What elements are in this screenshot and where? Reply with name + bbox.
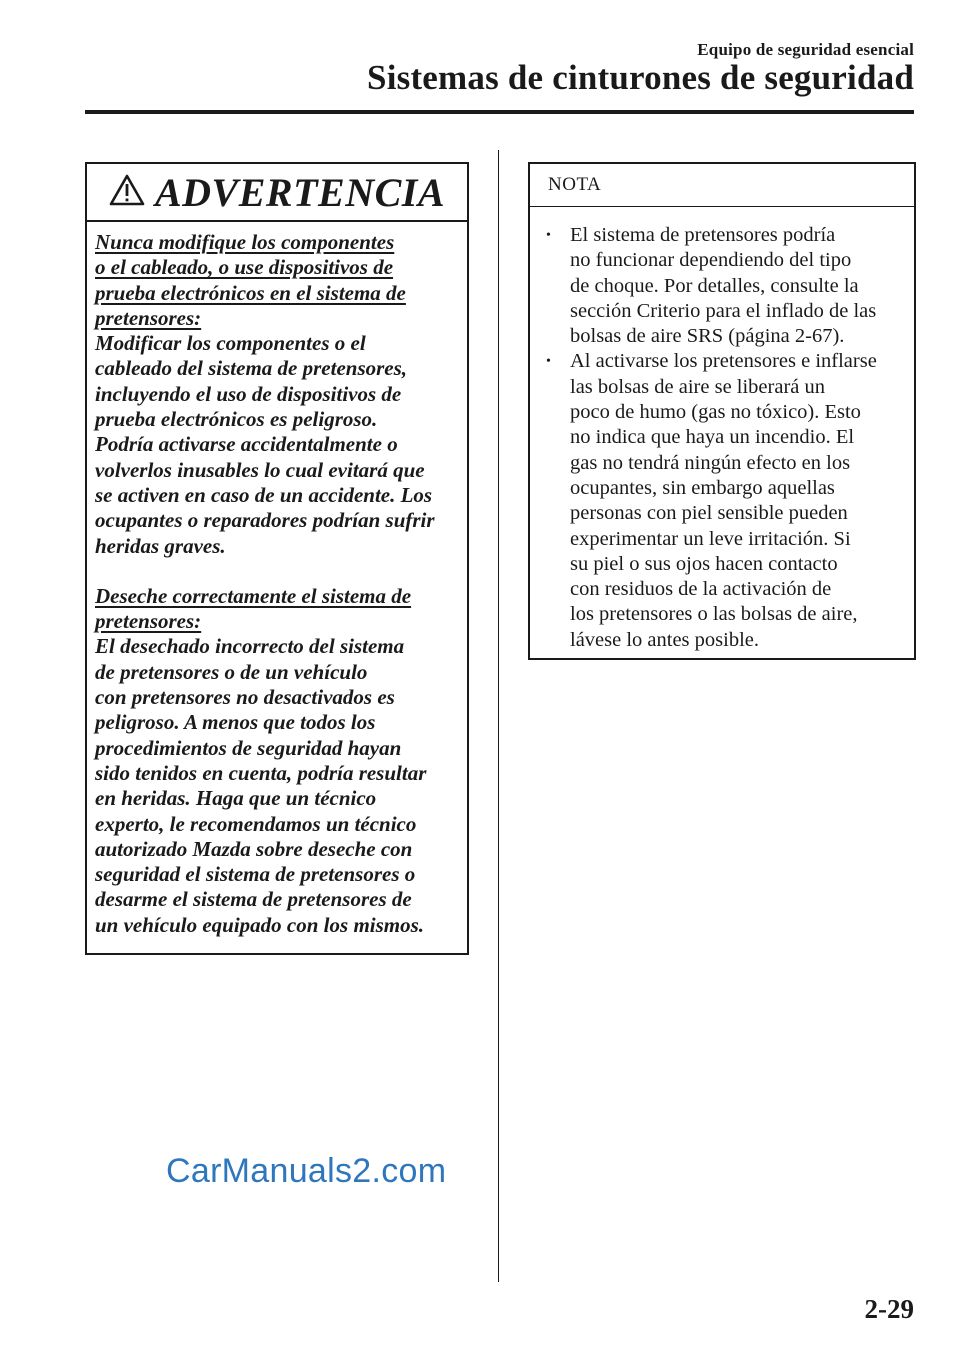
section-kicker: Equipo de seguridad esencial — [697, 40, 914, 59]
section-gap — [95, 559, 459, 584]
note-title: NOTA — [530, 164, 914, 207]
note-line: bolsas de aire SRS (página 2-67). — [570, 325, 845, 348]
note-line: lávese lo antes posible. — [570, 628, 760, 651]
bullet-icon: • — [546, 354, 551, 370]
note-line: de choque. Por detalles, consulte la — [570, 274, 859, 297]
note-line: las bolsas de aire se liberará un — [570, 375, 826, 398]
note-line: gas no tendrá ningún efecto en los — [570, 451, 851, 474]
note-line: sección Criterio para el inflado de las — [570, 299, 877, 322]
warning-heading-line: pretensores: — [95, 609, 202, 634]
column-divider — [498, 150, 499, 1282]
warning-text-line: con pretensores no desactivados es — [95, 685, 395, 710]
warning-text-line: Podría activarse accidentalmente o — [95, 432, 398, 457]
warning-text-line: procedimientos de seguridad hayan — [95, 735, 402, 760]
note-line: ocupantes, sin embargo aquellas — [570, 476, 835, 499]
watermark: CarManuals2.com — [166, 1152, 447, 1190]
warning-text-line: ocupantes o reparadores podrían sufrir — [95, 508, 435, 533]
note-item-text — [570, 223, 908, 349]
page-title: Sistemas de cinturones de seguridad — [367, 58, 914, 97]
note-body — [530, 207, 914, 653]
warning-text-line: de pretensores o de un vehículo — [95, 659, 368, 684]
warning-text-line: Modificar los componentes o el — [95, 331, 366, 356]
header-rule — [85, 110, 914, 114]
note-item-text — [570, 349, 908, 653]
note-line: poco de humo (gas no tóxico). Esto — [570, 401, 861, 424]
warning-section — [95, 584, 459, 938]
note-line: los pretensores o las bolsas de aire, — [570, 603, 858, 626]
warning-heading-line: Nunca modifique los componentes — [95, 230, 395, 254]
note-line: no funcionar dependiendo del tipo — [570, 249, 852, 272]
warning-text-line: incluyendo el uso de dispositivos de — [95, 381, 402, 406]
warning-text-line: desarme el sistema de pretensores de — [95, 887, 412, 912]
note-item — [546, 223, 908, 349]
note-line: personas con piel sensible pueden — [570, 502, 848, 525]
warning-heading-line: o el cableado, o use dispositivos de — [95, 255, 394, 280]
warning-title: ADVERTENCIA — [154, 169, 446, 215]
warning-header — [87, 164, 467, 222]
warning-text-line: heridas graves. — [95, 533, 226, 558]
warning-heading-line: prueba electrónicos en el sistema de — [95, 280, 406, 305]
warning-body — [87, 222, 467, 938]
warning-heading-line: Deseche correctamente el sistema de — [95, 583, 412, 608]
note-line: su piel o sus ojos hacen contacto — [570, 552, 838, 575]
warning-text-line: peligroso. A menos que todos los — [95, 710, 376, 735]
warning-text-line: seguridad el sistema de pretensores o — [95, 862, 416, 887]
warning-text-line: un vehículo equipado con los mismos. — [95, 912, 425, 937]
warning-heading-line: pretensores: — [95, 305, 202, 330]
warning-text-line: en heridas. Haga que un técnico — [95, 786, 377, 811]
warning-text-line: prueba electrónicos es peligroso. — [95, 407, 378, 432]
warning-text-line: cableado del sistema de pretensores, — [95, 356, 408, 381]
warning-text-line: autorizado Mazda sobre deseche con — [95, 836, 413, 861]
warning-box — [85, 162, 469, 955]
warning-text-line: volverlos inusables lo cual evitará que — [95, 457, 425, 482]
note-line: no indica que haya un incendio. El — [570, 426, 855, 449]
warning-triangle-icon — [109, 174, 145, 211]
warning-section — [95, 230, 459, 559]
note-line: Al activarse los pretensores e inflarse — [570, 350, 877, 373]
note-line: con residuos de la activación de — [570, 578, 832, 601]
note-box — [528, 162, 916, 660]
warning-text-line: experto, le recomendamos un técnico — [95, 811, 417, 836]
note-line: experimentar un leve irritación. Si — [570, 527, 851, 550]
note-line: El sistema de pretensores podría — [570, 224, 836, 246]
bullet-icon: • — [546, 228, 551, 243]
note-item — [546, 349, 908, 653]
page-number: 2-29 — [864, 1294, 914, 1324]
warning-text-line: se activen en caso de un accidente. Los — [95, 482, 433, 507]
warning-text-line: sido tenidos en cuenta, podría resultar — [95, 760, 427, 785]
warning-text-line: El desechado incorrecto del sistema — [95, 634, 405, 659]
